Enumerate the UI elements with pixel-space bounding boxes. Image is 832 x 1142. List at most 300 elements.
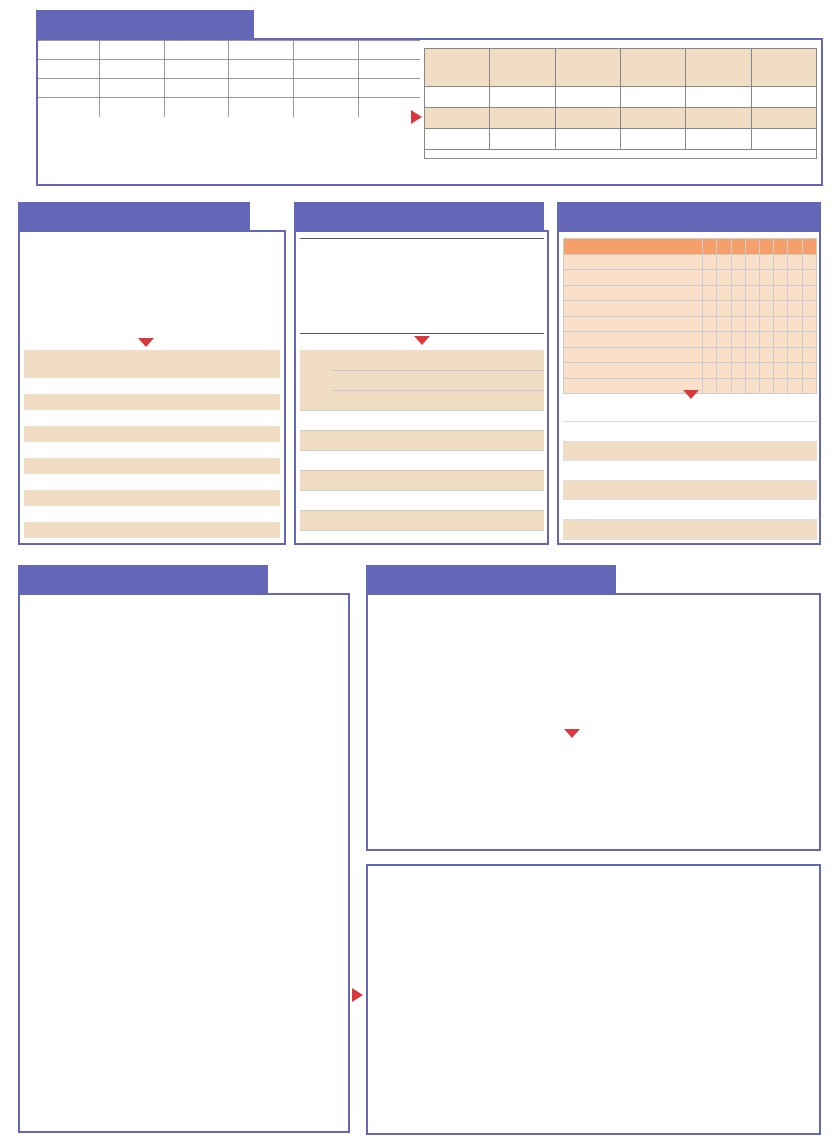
table-cell — [134, 474, 171, 490]
table-cell — [24, 378, 61, 394]
table-row — [564, 301, 817, 317]
empty-cell — [774, 422, 788, 442]
table-cell — [359, 60, 420, 79]
empty-cell — [774, 441, 788, 461]
empty-cell — [731, 422, 745, 442]
empty-cell-source-table — [563, 238, 817, 394]
table-cell — [620, 108, 685, 129]
header-cell — [774, 239, 788, 255]
table-cell — [483, 290, 514, 299]
table-cell — [514, 282, 545, 291]
table-cell — [331, 273, 362, 282]
formula-source-table — [38, 40, 420, 123]
table-cell — [300, 265, 331, 274]
empty-cell — [788, 285, 802, 301]
table-row — [24, 410, 280, 426]
table-cell — [300, 430, 331, 450]
table-cell — [170, 378, 207, 394]
table-cell — [392, 430, 423, 450]
table-cell — [97, 442, 134, 458]
table-cell — [99, 79, 164, 98]
empty-cell — [746, 539, 760, 545]
table-cell — [24, 442, 61, 458]
table-cell — [361, 430, 392, 450]
table-cell — [97, 474, 134, 490]
table-cell — [243, 410, 280, 426]
table-cell — [422, 450, 453, 470]
table-row — [300, 530, 544, 545]
empty-cell — [760, 461, 774, 481]
table-cell — [483, 430, 514, 450]
table-cell — [392, 307, 423, 316]
table-cell — [207, 474, 244, 490]
table-cell — [620, 87, 685, 108]
table-header-row — [563, 402, 817, 422]
table-cell — [359, 79, 420, 98]
empty-cell — [717, 520, 731, 540]
empty-cell — [760, 347, 774, 363]
table-cell — [170, 442, 207, 458]
empty-cell — [745, 363, 759, 379]
header-cell — [422, 256, 453, 265]
empty-cell — [703, 316, 717, 332]
table-cell — [207, 458, 244, 474]
header-cell — [514, 248, 545, 257]
table-row — [564, 270, 817, 286]
empty-cell — [731, 539, 745, 545]
table-row — [300, 410, 544, 430]
table-row — [24, 538, 280, 545]
empty-cell — [745, 378, 759, 394]
empty-cell — [746, 441, 760, 461]
empty-cell — [774, 254, 788, 270]
table-cell — [331, 290, 362, 299]
table-cell — [164, 79, 229, 98]
table-row — [564, 363, 817, 379]
table-row — [24, 490, 280, 506]
table-cell — [99, 60, 164, 79]
table-cell — [170, 458, 207, 474]
table-cell — [97, 394, 134, 410]
empty-cell — [802, 363, 816, 379]
empty-cell — [745, 347, 759, 363]
table-row — [24, 426, 280, 442]
borderless-frame — [18, 230, 286, 545]
empty-cell — [703, 301, 717, 317]
table-cell — [164, 98, 229, 117]
header-cell — [703, 239, 717, 255]
table-cell — [170, 410, 207, 426]
table-row — [564, 347, 817, 363]
empty-cell — [760, 270, 774, 286]
empty-cell — [802, 254, 816, 270]
table-cell — [97, 378, 134, 394]
table-cell — [170, 506, 207, 522]
table-cell — [97, 426, 134, 442]
table-cell — [514, 307, 545, 316]
table-cell — [243, 394, 280, 410]
empty-cell — [788, 500, 802, 520]
table-cell — [243, 378, 280, 394]
header-cell — [746, 402, 760, 422]
table-header-row — [24, 350, 280, 378]
header-cell — [717, 402, 731, 422]
header-cell — [99, 41, 164, 60]
table-cell — [243, 506, 280, 522]
empty-cell — [774, 332, 788, 348]
empty-cell — [745, 301, 759, 317]
rotated-source-table — [22, 601, 348, 1129]
table-cell — [392, 290, 423, 299]
table-cell — [422, 307, 453, 316]
table-row — [425, 129, 817, 150]
table-cell — [331, 299, 362, 308]
table-row — [24, 394, 280, 410]
table-cell — [207, 426, 244, 442]
table-cell — [331, 307, 362, 316]
header-cell — [453, 256, 484, 265]
table-cell — [453, 265, 484, 274]
header-cell — [361, 256, 392, 265]
table-cell — [331, 530, 362, 545]
empty-cell — [731, 461, 745, 481]
table-cell — [422, 470, 453, 490]
table-cell — [751, 129, 816, 150]
table-cell — [300, 470, 331, 490]
table-header-row — [300, 350, 544, 370]
table-cell — [61, 378, 98, 394]
header-cell — [331, 370, 392, 390]
table-cell — [61, 474, 98, 490]
empty-cell — [802, 316, 816, 332]
table-header-row — [425, 49, 817, 87]
empty-cell — [746, 520, 760, 540]
header-cell — [620, 49, 685, 87]
table-cell — [294, 98, 359, 117]
table-row — [564, 332, 817, 348]
header-cell — [731, 402, 745, 422]
table-cell — [207, 378, 244, 394]
table-cell — [563, 422, 703, 442]
empty-cell — [703, 347, 717, 363]
empty-cell — [774, 539, 788, 545]
table-cell — [331, 265, 362, 274]
empty-cell — [788, 254, 802, 270]
table-cell — [392, 510, 423, 530]
table-row — [38, 60, 420, 79]
header-cell — [392, 248, 453, 257]
table-cell — [563, 461, 703, 481]
table-row — [300, 430, 544, 450]
empty-cell — [745, 285, 759, 301]
header-cell — [164, 41, 229, 60]
table-row — [563, 500, 817, 520]
header-cell — [361, 390, 392, 410]
section-title-empty-cell — [557, 202, 821, 230]
table-row — [24, 442, 280, 458]
table-cell — [483, 450, 514, 470]
table-cell — [170, 394, 207, 410]
table-cell — [61, 442, 98, 458]
rotated-result-frame — [366, 864, 821, 1135]
table-cell — [24, 394, 61, 410]
table-cell — [300, 324, 331, 333]
table-cell — [361, 316, 392, 325]
header-cell — [134, 350, 171, 378]
table-row — [24, 378, 280, 394]
header-cell — [453, 390, 484, 410]
header-cell — [359, 41, 420, 60]
table-cell — [453, 299, 484, 308]
empty-cell — [703, 422, 717, 442]
table-cell — [243, 474, 280, 490]
table-cell — [331, 430, 362, 450]
table-cell — [300, 282, 331, 291]
table-cell — [392, 282, 423, 291]
table-cell — [514, 324, 545, 333]
table-cell — [620, 129, 685, 150]
table-cell — [563, 441, 703, 461]
table-cell — [134, 442, 171, 458]
table-row — [24, 474, 280, 490]
header-cell — [422, 390, 453, 410]
table-cell — [207, 410, 244, 426]
table-cell — [361, 470, 392, 490]
table-cell — [392, 410, 423, 430]
arrow-down-icon — [138, 338, 154, 347]
table-cell — [392, 490, 423, 510]
empty-cell — [802, 285, 816, 301]
table-cell — [422, 410, 453, 430]
table-cell — [483, 316, 514, 325]
table-cell — [361, 324, 392, 333]
table-header-row — [300, 370, 544, 390]
empty-cell — [803, 461, 817, 481]
table-row — [425, 87, 817, 108]
header-cell — [97, 350, 134, 378]
table-cell — [422, 430, 453, 450]
table-cell — [99, 98, 164, 117]
table-cell — [555, 87, 620, 108]
empty-cell — [788, 347, 802, 363]
table-header-row — [300, 256, 544, 265]
table-cell — [97, 410, 134, 426]
formula-combined — [424, 150, 817, 159]
table-cell — [24, 458, 61, 474]
empty-cell — [803, 441, 817, 461]
table-cell — [300, 490, 331, 510]
table-cell — [686, 108, 751, 129]
empty-cell — [774, 461, 788, 481]
table-cell — [392, 265, 423, 274]
table-cell — [207, 522, 244, 538]
table-row — [38, 79, 420, 98]
empty-cell — [803, 500, 817, 520]
table-cell — [392, 324, 423, 333]
table-cell — [564, 363, 703, 379]
table-cell — [300, 273, 331, 282]
table-cell — [422, 299, 453, 308]
empty-cell — [774, 480, 788, 500]
three-line-frame — [294, 230, 549, 545]
empty-cell — [746, 480, 760, 500]
empty-cell — [774, 500, 788, 520]
empty-cell — [731, 363, 745, 379]
table-cell — [331, 510, 362, 530]
table-cell — [392, 299, 423, 308]
table-cell — [563, 520, 703, 540]
empty-cell — [803, 539, 817, 545]
empty-cell — [746, 461, 760, 481]
empty-cell — [788, 441, 802, 461]
empty-cell — [745, 332, 759, 348]
table-cell — [453, 450, 484, 470]
header-cell — [331, 239, 545, 248]
table-cell — [514, 299, 545, 308]
header-cell — [331, 248, 392, 257]
empty-cell — [788, 461, 802, 481]
empty-cell — [717, 316, 731, 332]
table-cell — [361, 450, 392, 470]
table-cell — [514, 450, 545, 470]
table-cell — [564, 270, 703, 286]
table-row — [300, 282, 544, 291]
section-title-borderless — [18, 202, 250, 230]
table-cell — [453, 273, 484, 282]
table-cell — [422, 510, 453, 530]
header-cell — [453, 370, 514, 390]
table-cell — [61, 394, 98, 410]
empty-cell — [703, 363, 717, 379]
table-cell — [392, 530, 423, 545]
table-cell — [514, 470, 545, 490]
table-cell — [243, 458, 280, 474]
empty-cell — [717, 363, 731, 379]
empty-cell — [703, 480, 717, 500]
table-header-row — [300, 239, 544, 248]
table-cell — [453, 410, 484, 430]
table-cell — [207, 394, 244, 410]
table-row — [300, 265, 544, 274]
table-cell — [61, 490, 98, 506]
table-row — [300, 324, 544, 333]
empty-cell-frame — [557, 230, 821, 545]
header-cell — [331, 256, 362, 265]
table-cell — [170, 490, 207, 506]
table-cell — [170, 522, 207, 538]
table-cell — [97, 522, 134, 538]
empty-cell — [788, 332, 802, 348]
table-cell — [514, 265, 545, 274]
table-cell — [300, 530, 331, 545]
header-cell — [802, 239, 816, 255]
empty-cell — [745, 270, 759, 286]
empty-cell — [731, 270, 745, 286]
table-cell — [392, 273, 423, 282]
empty-cell — [731, 480, 745, 500]
header-cell — [490, 49, 555, 87]
table-cell — [483, 307, 514, 316]
table-cell — [134, 538, 171, 545]
empty-cell — [788, 301, 802, 317]
table-cell — [38, 79, 99, 98]
table-cell — [134, 410, 171, 426]
empty-cell — [760, 332, 774, 348]
table-cell — [483, 299, 514, 308]
empty-cell — [717, 270, 731, 286]
header-cell — [514, 370, 545, 390]
table-cell — [751, 108, 816, 129]
table-cell — [453, 530, 484, 545]
table-row — [300, 290, 544, 299]
empty-cell — [774, 316, 788, 332]
header-cell — [760, 402, 774, 422]
section-title-three-line — [294, 202, 544, 230]
empty-cell — [731, 520, 745, 540]
table-cell — [331, 282, 362, 291]
header-cell — [803, 402, 817, 422]
formula-veff — [38, 119, 420, 123]
table-cell — [422, 265, 453, 274]
header-cell — [717, 239, 731, 255]
header-cell — [563, 402, 703, 422]
empty-cell — [717, 422, 731, 442]
header-cell — [300, 239, 331, 265]
table-row — [24, 506, 280, 522]
table-cell — [514, 410, 545, 430]
empty-cell — [731, 332, 745, 348]
table-row — [425, 108, 817, 129]
table-cell — [361, 265, 392, 274]
empty-cell — [731, 441, 745, 461]
empty-cell — [760, 422, 774, 442]
header-cell — [243, 350, 280, 378]
empty-cell — [731, 347, 745, 363]
header-cell — [392, 256, 423, 265]
table-cell — [300, 316, 331, 325]
table-row — [300, 510, 544, 530]
table-cell — [392, 450, 423, 470]
empty-cell — [788, 363, 802, 379]
empty-cell — [703, 378, 717, 394]
table-row — [564, 316, 817, 332]
table-cell — [483, 490, 514, 510]
empty-cell — [760, 480, 774, 500]
table-cell — [207, 490, 244, 506]
empty-cell — [703, 254, 717, 270]
empty-cell — [788, 422, 802, 442]
table-cell — [514, 316, 545, 325]
table-cell — [392, 470, 423, 490]
table-cell — [170, 538, 207, 545]
empty-cell — [746, 422, 760, 442]
fully-lined-frame — [366, 593, 821, 851]
header-cell — [453, 248, 514, 257]
header-cell — [294, 41, 359, 60]
table-cell — [134, 522, 171, 538]
table-cell — [170, 426, 207, 442]
table-cell — [453, 510, 484, 530]
table-cell — [243, 538, 280, 545]
table-cell — [38, 60, 99, 79]
table-cell — [24, 490, 61, 506]
empty-cell — [803, 520, 817, 540]
table-cell — [361, 410, 392, 430]
header-cell — [514, 256, 545, 265]
table-cell — [294, 60, 359, 79]
table-cell — [331, 324, 362, 333]
table-cell — [243, 522, 280, 538]
